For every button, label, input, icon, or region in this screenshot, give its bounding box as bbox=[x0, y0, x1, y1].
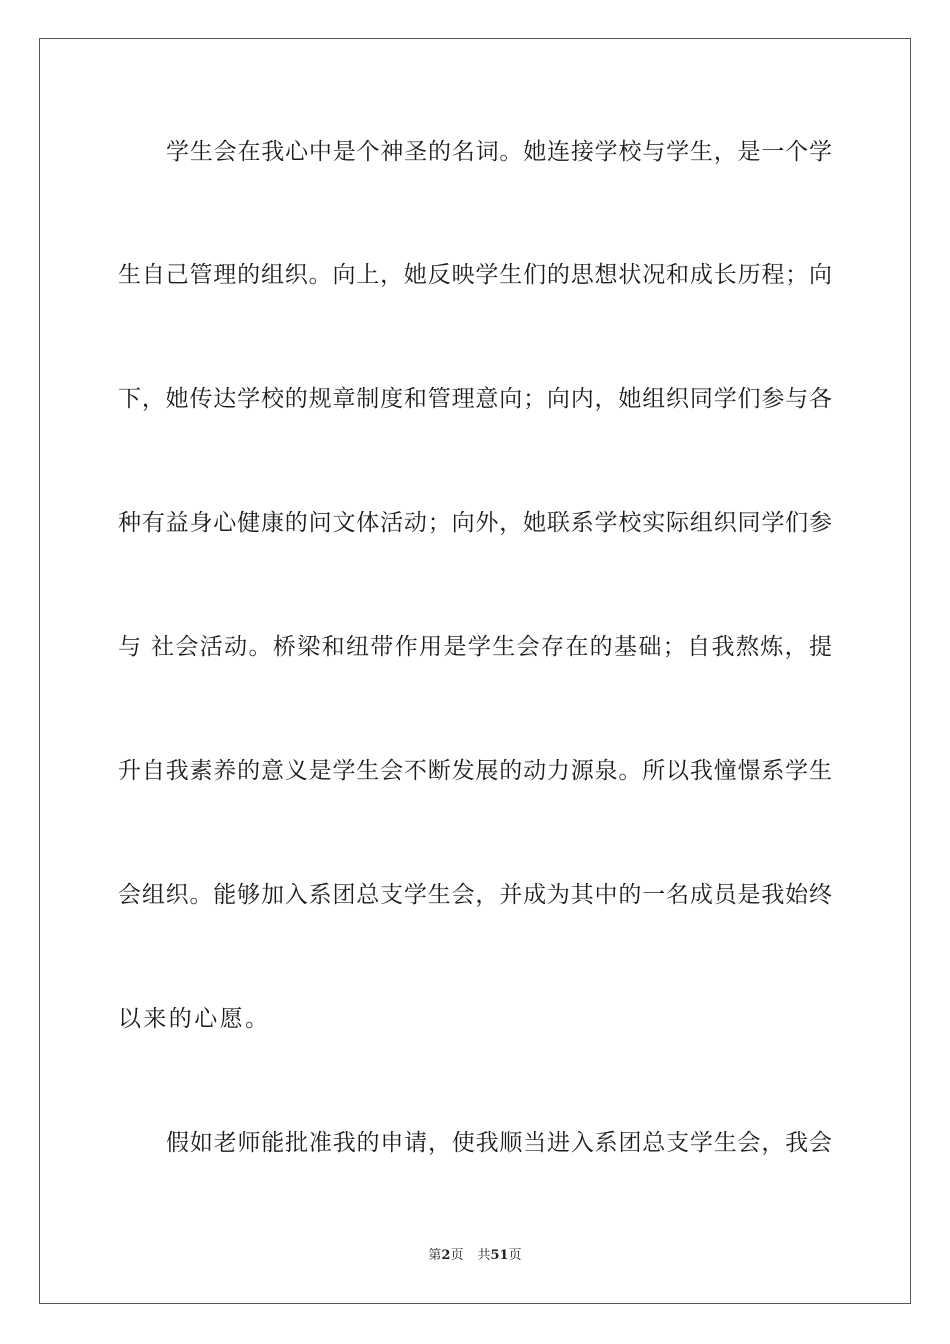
paragraph-line-3: 下，她传达学校的规章制度和管理意向；向内，她组织同学们参与各 bbox=[118, 386, 832, 412]
paragraph-line-2: 生自己管理的组织。向上，她反映学生们的思想状况和成长历程；向 bbox=[118, 262, 832, 288]
page-border bbox=[39, 38, 911, 1304]
paragraph-line-7: 会组织。能够加入系团总支学生会，并成为其中的一名成员是我始终 bbox=[118, 882, 832, 908]
page-footer bbox=[0, 1247, 950, 1265]
page-number: 2 bbox=[441, 1248, 451, 1263]
total-label-prefix: 共 bbox=[477, 1248, 491, 1263]
total-pages: 51 bbox=[490, 1248, 509, 1263]
paragraph-line-4: 种有益身心健康的问文体活动；向外，她联系学校实际组织同学们参 bbox=[118, 510, 832, 536]
page-label-suffix: 页 bbox=[450, 1248, 464, 1263]
paragraph-line-8: 以来的心愿。 bbox=[118, 1006, 271, 1032]
paragraph-2-line-1: 假如老师能批准我的申请，使我顺当进入系团总支学生会，我会 bbox=[166, 1130, 832, 1156]
paragraph-line-6: 升自我素养的意义是学生会不断发展的动力源泉。所以我憧憬系学生 bbox=[118, 758, 832, 784]
page-label-prefix: 第 bbox=[428, 1248, 442, 1263]
paragraph-line-5: 与 社会活动。桥梁和纽带作用是学生会存在的基础；自我熬炼，提 bbox=[118, 634, 832, 660]
total-label-suffix: 页 bbox=[508, 1248, 522, 1263]
paragraph-line-1: 学生会在我心中是个神圣的名词。她连接学校与学生，是一个学 bbox=[166, 139, 832, 165]
